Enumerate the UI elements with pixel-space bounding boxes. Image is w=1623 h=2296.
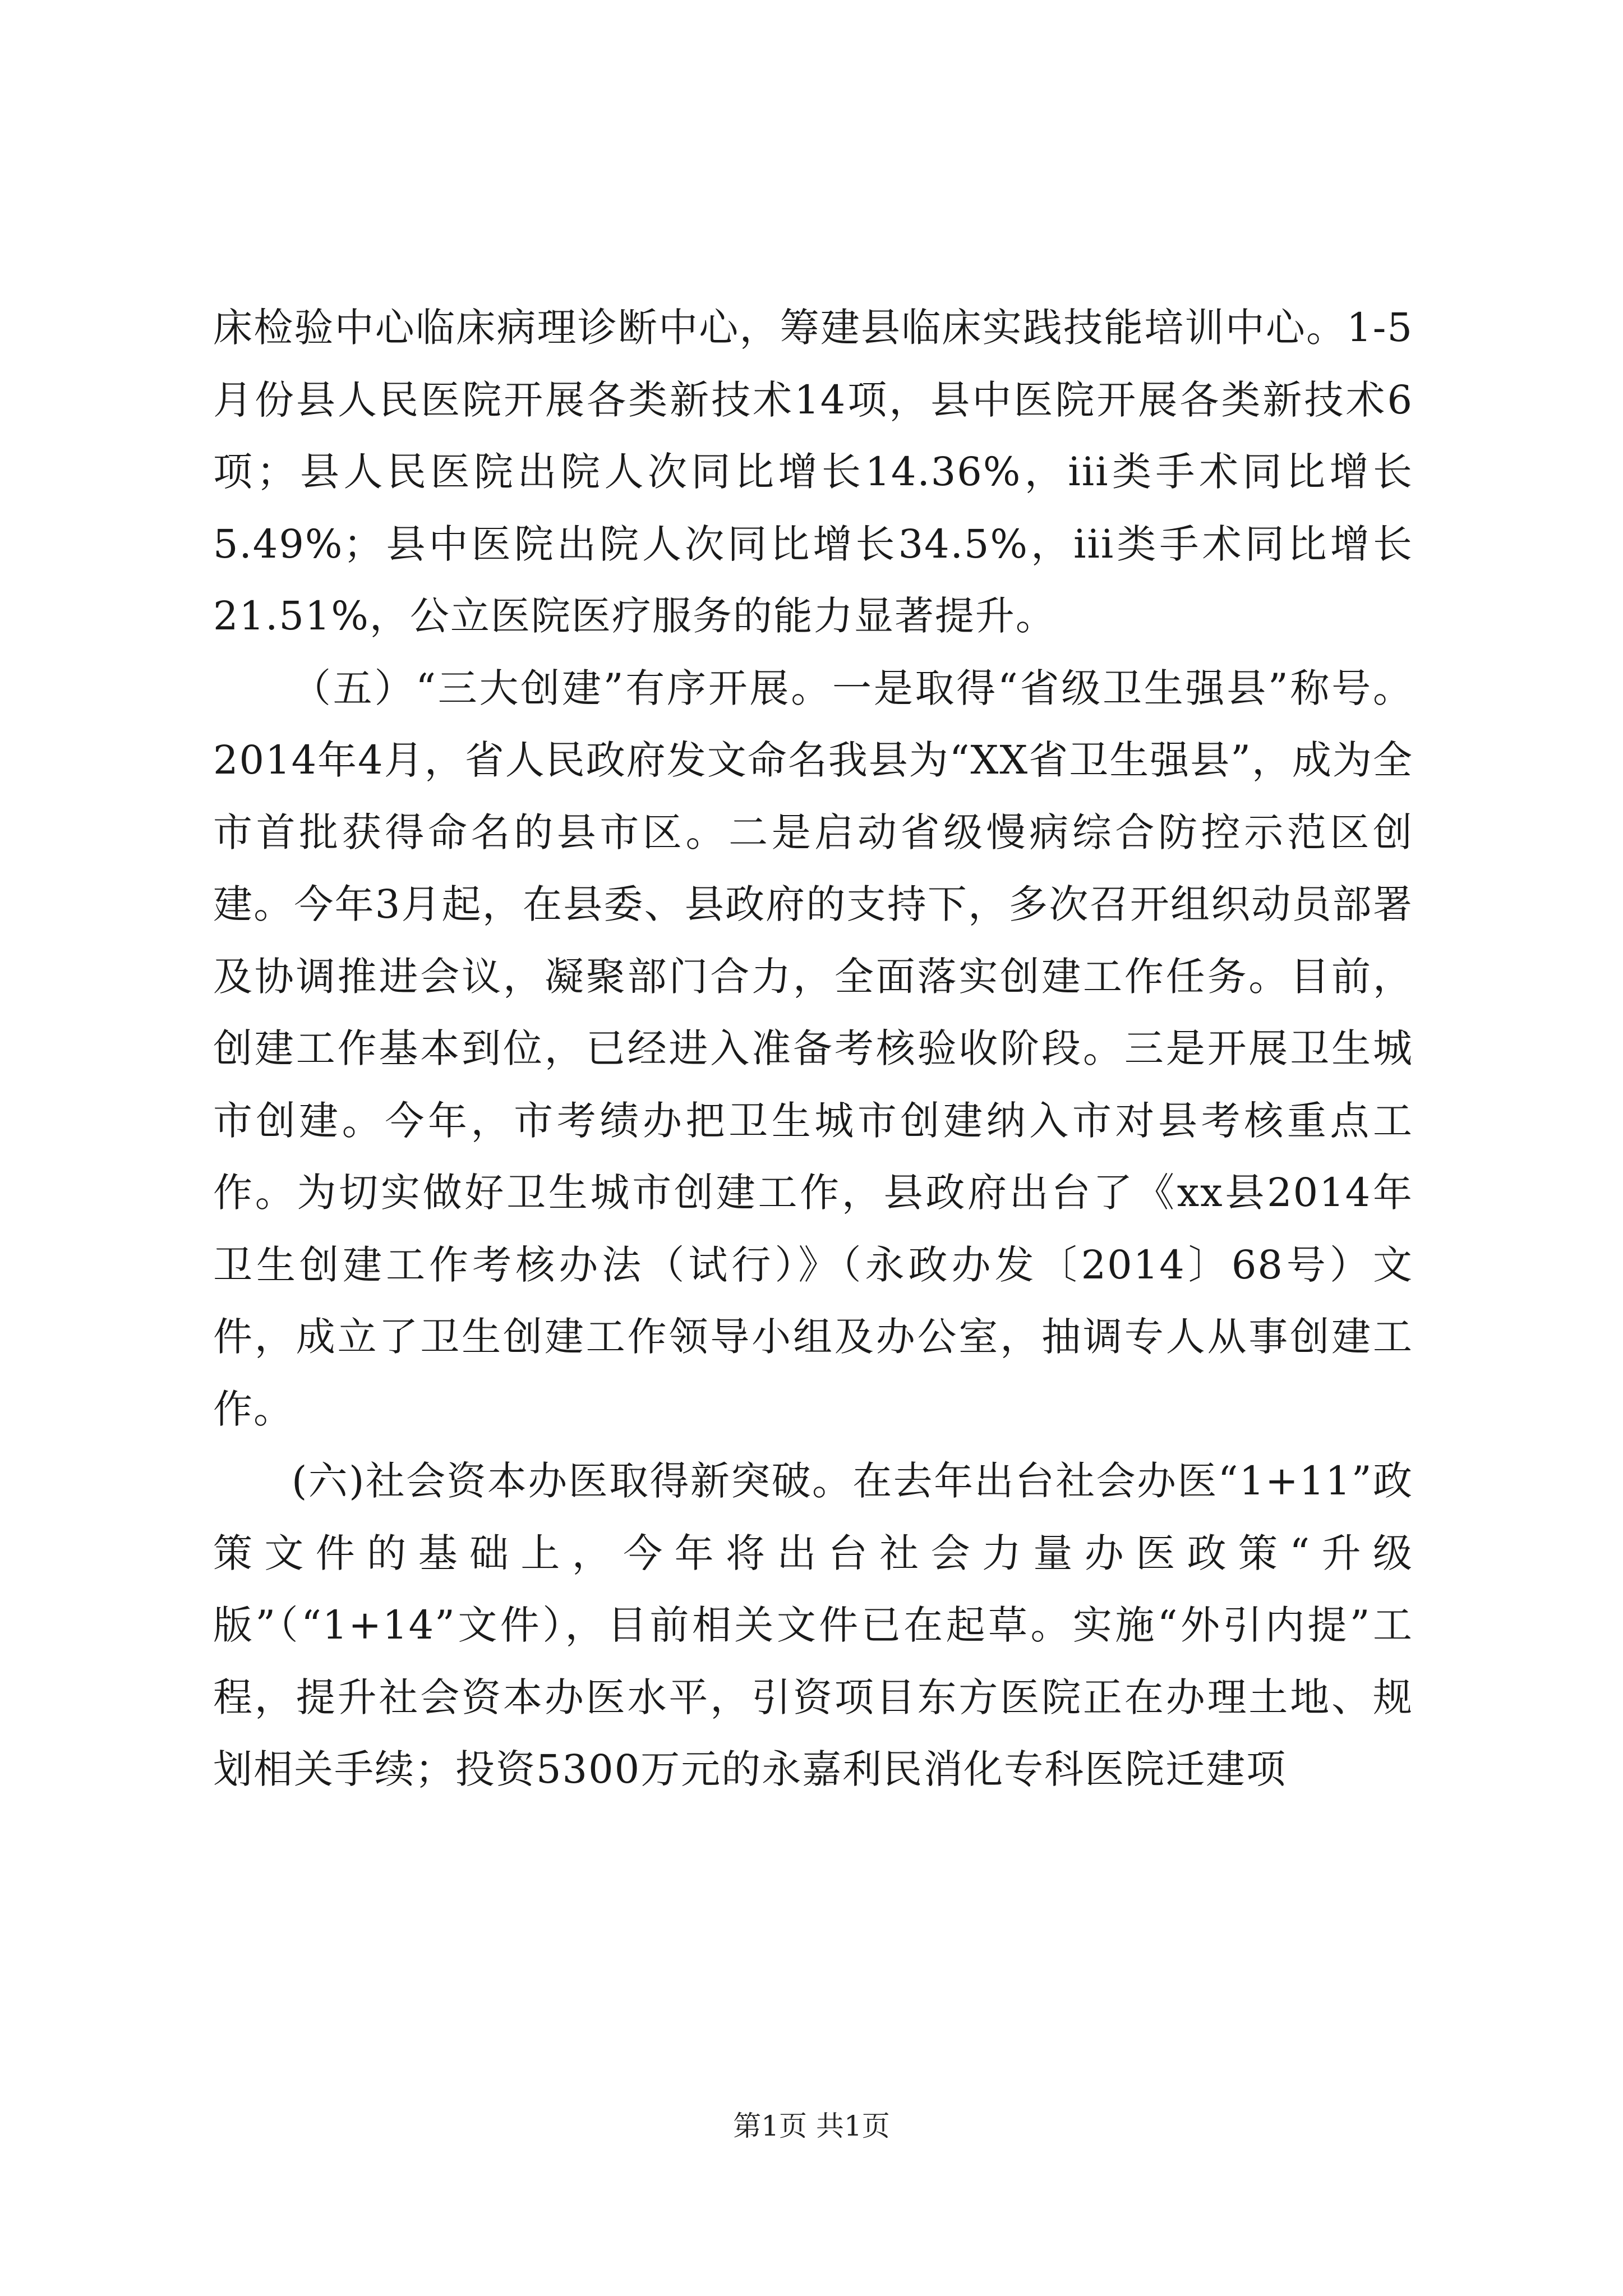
document-body	[213, 292, 1413, 1806]
paragraph-section-six: (六)社会资本办医取得新突破。在去年出台社会办医“1+11”政策文件的基础上，今年将出台社会力量办医政策“升级版”（“1+14”文件），目前相关文件已在起草。实施“外引内提”工程，提升社会资本办医水平，引资项目东方医院正在办理土地、规划相关手续；投资5300万元的永嘉利民消化专科医院迁建项	[213, 1458, 1413, 1792]
paragraph-section-five: （五）“三大创建”有序开展。一是取得“省级卫生强县”称号。2014年4月，省人民政府发文命名我县为“XX省卫生强县”，成为全市首批获得命名的县市区。二是启动省级慢病综合防控示范区创建。今年3月起，在县委、县政府的支持下，多次召开组织动员部署及协调推进会议，凝聚部门合力，全面落实创建工作任务。目前，创建工作基本到位，已经进入准备考核验收阶段。三是开展卫生城市创建。今年，市考绩办把卫生城市创建纳入市对县考核重点工作。为切实做好卫生城市创建工作，县政府出台了《xx县2014年卫生创建工作考核办法（试行）》（永政办发〔2014〕68号）文件，成立了卫生创建工作领导小组及办公室，抽调专人从事创建工作。	[213, 665, 1413, 1432]
paragraph-continuation: 床检验中心临床病理诊断中心，筹建县临床实践技能培训中心。1-5月份县人民医院开展各类新技术14项，县中医院开展各类新技术6项；县人民医院出院人次同比增长14.36%，iii类手术同比增长5.49%；县中医院出院人次同比增长34.5%，iii类手术同比增长21.51%，公立医院医疗服务的能力显著提升。	[213, 305, 1413, 639]
page-footer: 第1页 共1页	[733, 2110, 890, 2142]
